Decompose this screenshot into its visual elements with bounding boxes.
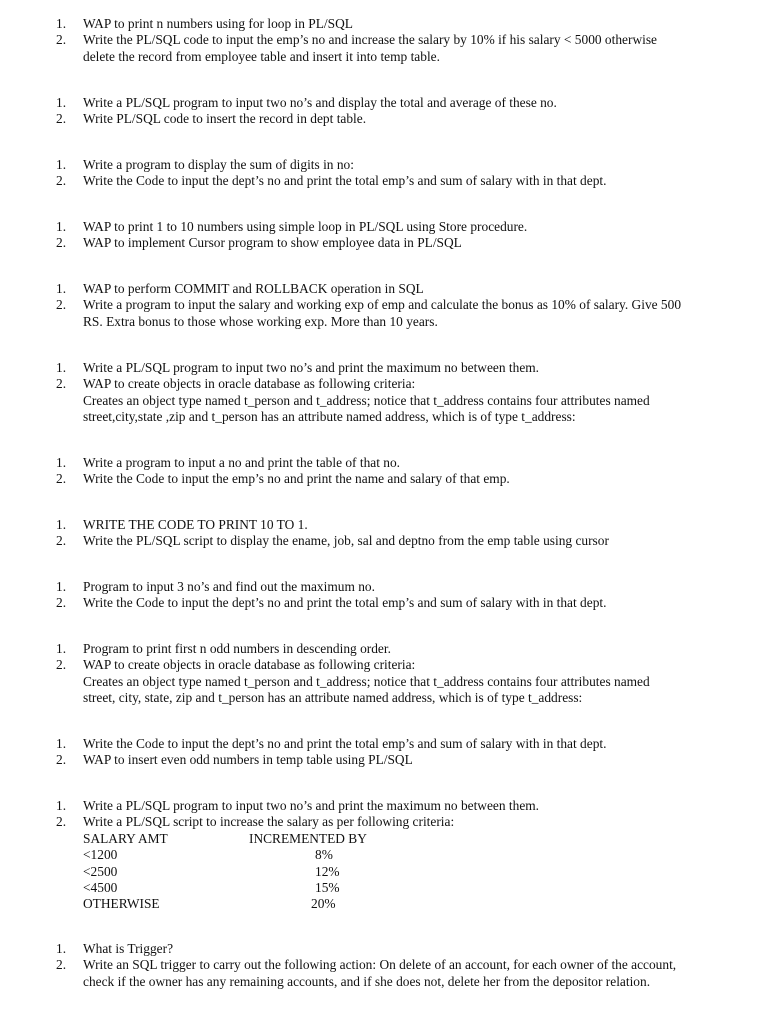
- question-text: WAP to create objects in oracle database as following criteria:: [83, 657, 416, 673]
- table-cell-increment: 12%: [315, 863, 340, 879]
- table-cell-salary: <4500: [83, 880, 118, 896]
- question-group-1: [56, 16, 736, 65]
- table-cell-salary: <2500: [83, 863, 118, 879]
- question-item: [56, 219, 736, 235]
- question-text: Creates an object type named t_person and t_address; notice that t_address contains four attributes named: [83, 673, 650, 689]
- question-text: Write an SQL trigger to carry out the following action: On delete of an account, for each owner of the account,: [83, 957, 677, 973]
- question-group-11: [56, 736, 736, 769]
- question-text: Write a program to display the sum of digits in no:: [83, 157, 354, 172]
- question-text: WRITE THE CODE TO PRINT 10 TO 1.: [83, 517, 308, 532]
- question-group-12: [56, 798, 736, 913]
- item-number: 1.: [56, 455, 67, 470]
- question-text: WAP to print 1 to 10 numbers using simple loop in PL/SQL using Store procedure.: [83, 219, 528, 234]
- question-text: Write a PL/SQL program to input two no’s and print the maximum no between them.: [83, 798, 540, 813]
- question-item: [56, 95, 736, 111]
- item-number: 2.: [56, 595, 67, 611]
- question-group-10: [56, 641, 736, 707]
- item-number: 2.: [56, 297, 67, 313]
- question-text: Write a program to input the salary and working exp of emp and calculate the bonus as 10% of salary. Give 500: [83, 297, 682, 313]
- table-cell-increment: 15%: [315, 880, 340, 896]
- question-item: [56, 752, 736, 768]
- item-number: 2.: [56, 32, 67, 48]
- item-number: 2.: [56, 376, 67, 392]
- question-text: street,city,state ,zip and t_person has an attribute named address, which is of type t_address:: [83, 409, 576, 425]
- question-text: Write the Code to input the dept’s no and print the total emp’s and sum of salary with in that dept.: [83, 173, 607, 189]
- question-item: [56, 157, 736, 173]
- question-item: [56, 941, 736, 957]
- question-text: What is Trigger?: [83, 941, 174, 956]
- table-cell-salary: OTHERWISE: [83, 896, 160, 912]
- item-number: 2.: [56, 657, 67, 673]
- question-item: [56, 471, 736, 487]
- question-item: [56, 736, 736, 752]
- question-text: WAP to insert even odd numbers in temp table using PL/SQL: [83, 752, 413, 768]
- item-number: 2.: [56, 173, 67, 189]
- question-text: Write the Code to input the dept’s no and print the total emp’s and sum of salary with in that dept.: [83, 736, 607, 751]
- question-text: street, city, state, zip and t_person has an attribute named address, which is of type t_address:: [83, 690, 583, 706]
- question-item: [56, 173, 736, 189]
- question-text: Write the PL/SQL script to display the ename, job, sal and deptno from the emp table using cursor: [83, 533, 609, 549]
- question-text: Write a PL/SQL program to input two no’s and print the maximum no between them.: [83, 360, 540, 375]
- table-cell-increment: 8%: [315, 847, 333, 863]
- question-item: [56, 641, 736, 657]
- question-item: [56, 595, 736, 611]
- question-text: Write a PL/SQL script to increase the salary as per following criteria:: [83, 814, 455, 830]
- table-cell-increment: 20%: [311, 896, 336, 912]
- question-text: Write the Code to input the dept’s no and print the total emp’s and sum of salary with in that dept.: [83, 595, 607, 611]
- question-group-13: [56, 941, 736, 990]
- item-number: 1.: [56, 16, 67, 31]
- question-item: [56, 814, 736, 912]
- item-number: 1.: [56, 736, 67, 751]
- question-item: [56, 376, 736, 425]
- question-item: [56, 281, 736, 297]
- question-group-2: [56, 95, 736, 128]
- question-group-9: [56, 579, 736, 612]
- question-item: [56, 579, 736, 595]
- question-group-3: [56, 157, 736, 190]
- question-text: WAP to perform COMMIT and ROLLBACK operation in SQL: [83, 281, 424, 296]
- table-cell-salary: <1200: [83, 847, 118, 863]
- question-text: WAP to create objects in oracle database as following criteria:: [83, 376, 416, 392]
- question-text: delete the record from employee table and insert it into temp table.: [83, 48, 440, 64]
- question-item: [56, 657, 736, 706]
- question-text: WAP to implement Cursor program to show employee data in PL/SQL: [83, 235, 462, 251]
- question-group-6: [56, 360, 736, 426]
- question-group-5: [56, 281, 736, 330]
- item-number: 1.: [56, 579, 67, 594]
- item-number: 2.: [56, 814, 67, 830]
- question-item: [56, 798, 736, 814]
- question-text: RS. Extra bonus to those whose working exp. More than 10 years.: [83, 313, 438, 329]
- item-number: 1.: [56, 941, 67, 956]
- question-item: [56, 16, 736, 32]
- item-number: 1.: [56, 641, 67, 656]
- item-number: 1.: [56, 798, 67, 813]
- question-text: Write the Code to input the emp’s no and print the name and salary of that emp.: [83, 471, 510, 487]
- item-number: 1.: [56, 95, 67, 110]
- table-header-salary-amt: SALARY AMT: [83, 830, 168, 846]
- item-number: 1.: [56, 360, 67, 375]
- item-number: 2.: [56, 471, 67, 487]
- question-text: WAP to print n numbers using for loop in PL/SQL: [83, 16, 353, 31]
- item-number: 2.: [56, 752, 67, 768]
- item-number: 1.: [56, 157, 67, 172]
- question-text: check if the owner has any remaining accounts, and if she does not, delete her from the depositor relation.: [83, 973, 651, 989]
- item-number: 2.: [56, 533, 67, 549]
- salary-criteria-table: [83, 831, 736, 913]
- question-item: [56, 957, 736, 990]
- question-group-4: [56, 219, 736, 252]
- item-number: 1.: [56, 219, 67, 234]
- question-text: Write the PL/SQL code to input the emp’s no and increase the salary by 10% if his salary < 5000 otherwise: [83, 32, 657, 48]
- table-header-incremented-by: INCREMENTED BY: [249, 830, 367, 846]
- question-item: [56, 111, 736, 127]
- question-item: [56, 297, 736, 330]
- question-item: [56, 235, 736, 251]
- question-group-7: [56, 455, 736, 488]
- question-text: Write a program to input a no and print the table of that no.: [83, 455, 401, 470]
- question-group-8: [56, 517, 736, 550]
- question-item: [56, 455, 736, 471]
- question-item: [56, 32, 736, 65]
- item-number: 2.: [56, 235, 67, 251]
- question-text: Program to print first n odd numbers in descending order.: [83, 641, 391, 656]
- question-item: [56, 360, 736, 376]
- question-item: [56, 517, 736, 533]
- item-number: 2.: [56, 957, 67, 973]
- question-text: Write a PL/SQL program to input two no’s and display the total and average of these no.: [83, 95, 557, 110]
- question-item: [56, 533, 736, 549]
- item-number: 1.: [56, 517, 67, 532]
- question-text: Creates an object type named t_person and t_address; notice that t_address contains four attributes named: [83, 392, 650, 408]
- question-text: Program to input 3 no’s and find out the maximum no.: [83, 579, 375, 594]
- item-number: 1.: [56, 281, 67, 296]
- question-text: Write PL/SQL code to insert the record in dept table.: [83, 111, 367, 127]
- item-number: 2.: [56, 111, 67, 127]
